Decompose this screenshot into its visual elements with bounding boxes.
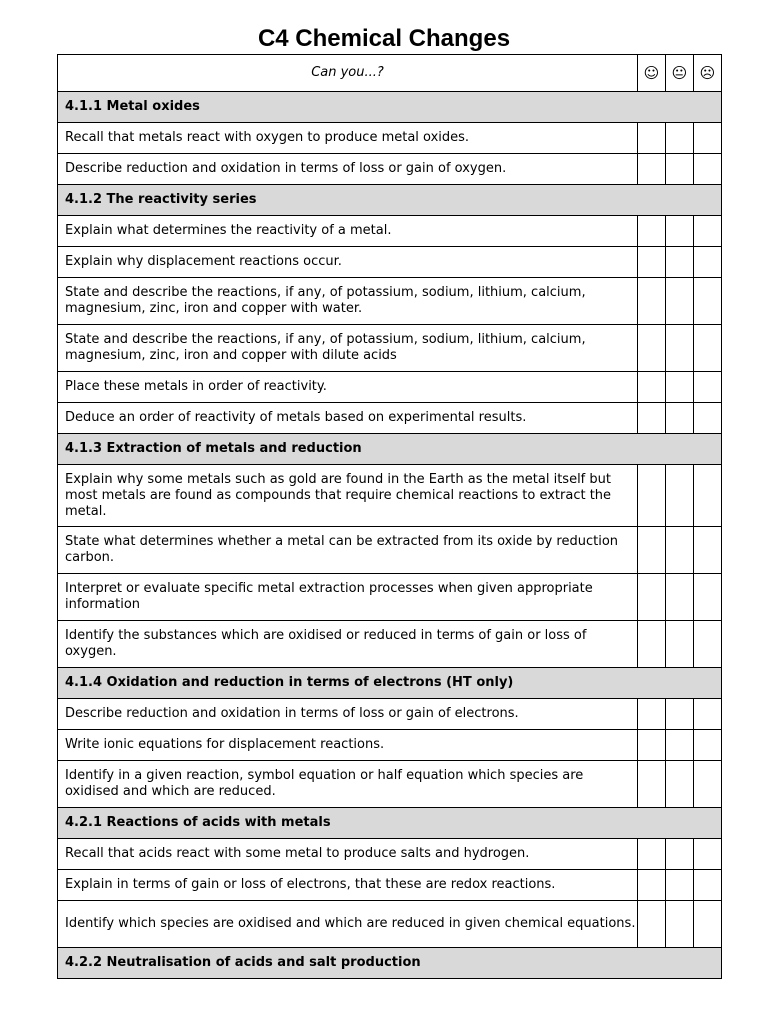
section-title: 4.1.4 Oxidation and reduction in terms of electrons (HT only) <box>58 668 722 699</box>
section-title: 4.1.1 Metal oxides <box>58 92 722 123</box>
rating-box-sad[interactable] <box>694 247 722 278</box>
rating-box-happy[interactable] <box>638 247 666 278</box>
checklist-table <box>57 54 722 979</box>
rating-box-neutral[interactable] <box>666 247 694 278</box>
checklist-row <box>58 247 722 278</box>
rating-box-happy[interactable] <box>638 465 666 527</box>
checklist-row <box>58 527 722 574</box>
checklist-item-text: Describe reduction and oxidation in terms of loss or gain of electrons. <box>58 699 638 730</box>
rating-box-sad[interactable] <box>694 216 722 247</box>
rating-box-neutral[interactable] <box>666 761 694 808</box>
rating-box-neutral[interactable] <box>666 372 694 403</box>
rating-box-neutral[interactable] <box>666 730 694 761</box>
checklist-item-text: Describe reduction and oxidation in terms of loss or gain of oxygen. <box>58 154 638 185</box>
checklist-item-text: Explain why some metals such as gold are found in the Earth as the metal itself but most metals are found as compounds that require chemical reactions to extract the metal. <box>58 465 638 527</box>
checklist-row <box>58 154 722 185</box>
checklist-item-text: Interpret or evaluate specific metal extraction processes when given appropriate information <box>58 574 638 621</box>
rating-box-sad[interactable] <box>694 123 722 154</box>
checklist-row <box>58 216 722 247</box>
rating-box-neutral[interactable] <box>666 699 694 730</box>
checklist-item-text: Explain why displacement reactions occur. <box>58 247 638 278</box>
checklist-item-text: State and describe the reactions, if any, of potassium, sodium, lithium, calcium, magnesium, zinc, iron and copper with dilute acids <box>58 325 638 372</box>
checklist-item-text: Place these metals in order of reactivity. <box>58 372 638 403</box>
rating-box-neutral[interactable] <box>666 278 694 325</box>
checklist-item-text: Identify in a given reaction, symbol equation or half equation which species are oxidised and which are reduced. <box>58 761 638 808</box>
section-header-row <box>58 808 722 839</box>
sad-face-icon: ☹ <box>694 55 722 92</box>
checklist-row <box>58 761 722 808</box>
section-header-row <box>58 92 722 123</box>
rating-box-neutral[interactable] <box>666 574 694 621</box>
checklist-row <box>58 870 722 901</box>
checklist-row <box>58 403 722 434</box>
rating-box-sad[interactable] <box>694 574 722 621</box>
rating-box-neutral[interactable] <box>666 216 694 247</box>
section-title: 4.2.1 Reactions of acids with metals <box>58 808 722 839</box>
checklist-row <box>58 699 722 730</box>
checklist-item-text: Identify which species are oxidised and which are reduced in given chemical equations. <box>58 901 638 948</box>
rating-box-happy[interactable] <box>638 154 666 185</box>
rating-box-sad[interactable] <box>694 699 722 730</box>
checklist-item-text: State what determines whether a metal can be extracted from its oxide by reduction carbon. <box>58 527 638 574</box>
checklist-row <box>58 372 722 403</box>
rating-box-neutral[interactable] <box>666 621 694 668</box>
checklist-row <box>58 621 722 668</box>
happy-face-icon: ☺ <box>638 55 666 92</box>
checklist-row <box>58 574 722 621</box>
checklist-row <box>58 465 722 527</box>
rating-box-sad[interactable] <box>694 372 722 403</box>
rating-box-happy[interactable] <box>638 527 666 574</box>
rating-box-happy[interactable] <box>638 574 666 621</box>
checklist-row <box>58 325 722 372</box>
rating-box-happy[interactable] <box>638 123 666 154</box>
rating-box-happy[interactable] <box>638 621 666 668</box>
rating-box-happy[interactable] <box>638 901 666 948</box>
rating-box-happy[interactable] <box>638 325 666 372</box>
rating-box-neutral[interactable] <box>666 465 694 527</box>
section-header-row <box>58 185 722 216</box>
rating-box-happy[interactable] <box>638 761 666 808</box>
rating-box-sad[interactable] <box>694 870 722 901</box>
checklist-item-text: Explain in terms of gain or loss of electrons, that these are redox reactions. <box>58 870 638 901</box>
rating-box-sad[interactable] <box>694 325 722 372</box>
rating-box-sad[interactable] <box>694 730 722 761</box>
rating-box-sad[interactable] <box>694 403 722 434</box>
rating-box-sad[interactable] <box>694 839 722 870</box>
rating-box-sad[interactable] <box>694 154 722 185</box>
section-title: 4.1.3 Extraction of metals and reduction <box>58 434 722 465</box>
rating-box-neutral[interactable] <box>666 839 694 870</box>
rating-box-happy[interactable] <box>638 699 666 730</box>
rating-box-happy[interactable] <box>638 216 666 247</box>
rating-box-neutral[interactable] <box>666 123 694 154</box>
rating-box-happy[interactable] <box>638 730 666 761</box>
checklist-row <box>58 839 722 870</box>
section-header-row <box>58 948 722 979</box>
checklist-item-text: Recall that metals react with oxygen to produce metal oxides. <box>58 123 638 154</box>
checklist-item-text: Write ionic equations for displacement reactions. <box>58 730 638 761</box>
checklist-item-text: State and describe the reactions, if any, of potassium, sodium, lithium, calcium, magnesium, zinc, iron and copper with water. <box>58 278 638 325</box>
section-header-row <box>58 434 722 465</box>
page-title: C4 Chemical Changes <box>257 25 511 52</box>
checklist-row <box>58 730 722 761</box>
rating-box-sad[interactable] <box>694 761 722 808</box>
section-header-row <box>58 668 722 699</box>
table-header-row <box>58 55 722 92</box>
checklist-item-text: Identify the substances which are oxidised or reduced in terms of gain or loss of oxygen. <box>58 621 638 668</box>
rating-box-happy[interactable] <box>638 372 666 403</box>
rating-box-sad[interactable] <box>694 465 722 527</box>
checklist-item-text: Explain what determines the reactivity of a metal. <box>58 216 638 247</box>
rating-box-happy[interactable] <box>638 278 666 325</box>
rating-box-happy[interactable] <box>638 403 666 434</box>
rating-box-happy[interactable] <box>638 870 666 901</box>
checklist-item-text: Recall that acids react with some metal to produce salts and hydrogen. <box>58 839 638 870</box>
checklist-row <box>58 278 722 325</box>
rating-box-happy[interactable] <box>638 839 666 870</box>
section-title: 4.1.2 The reactivity series <box>58 185 722 216</box>
rating-box-sad[interactable] <box>694 621 722 668</box>
rating-box-neutral[interactable] <box>666 403 694 434</box>
can-you-header: Can you...? <box>58 55 638 92</box>
rating-box-neutral[interactable] <box>666 870 694 901</box>
checklist-row <box>58 123 722 154</box>
rating-box-sad[interactable] <box>694 278 722 325</box>
rating-box-sad[interactable] <box>694 901 722 948</box>
section-title: 4.2.2 Neutralisation of acids and salt production <box>58 948 722 979</box>
rating-box-neutral[interactable] <box>666 527 694 574</box>
checklist-row <box>58 901 722 948</box>
neutral-face-icon: 😐 <box>666 55 694 92</box>
rating-box-sad[interactable] <box>694 527 722 574</box>
checklist-item-text: Deduce an order of reactivity of metals based on experimental results. <box>58 403 638 434</box>
rating-box-neutral[interactable] <box>666 901 694 948</box>
rating-box-neutral[interactable] <box>666 325 694 372</box>
rating-box-neutral[interactable] <box>666 154 694 185</box>
